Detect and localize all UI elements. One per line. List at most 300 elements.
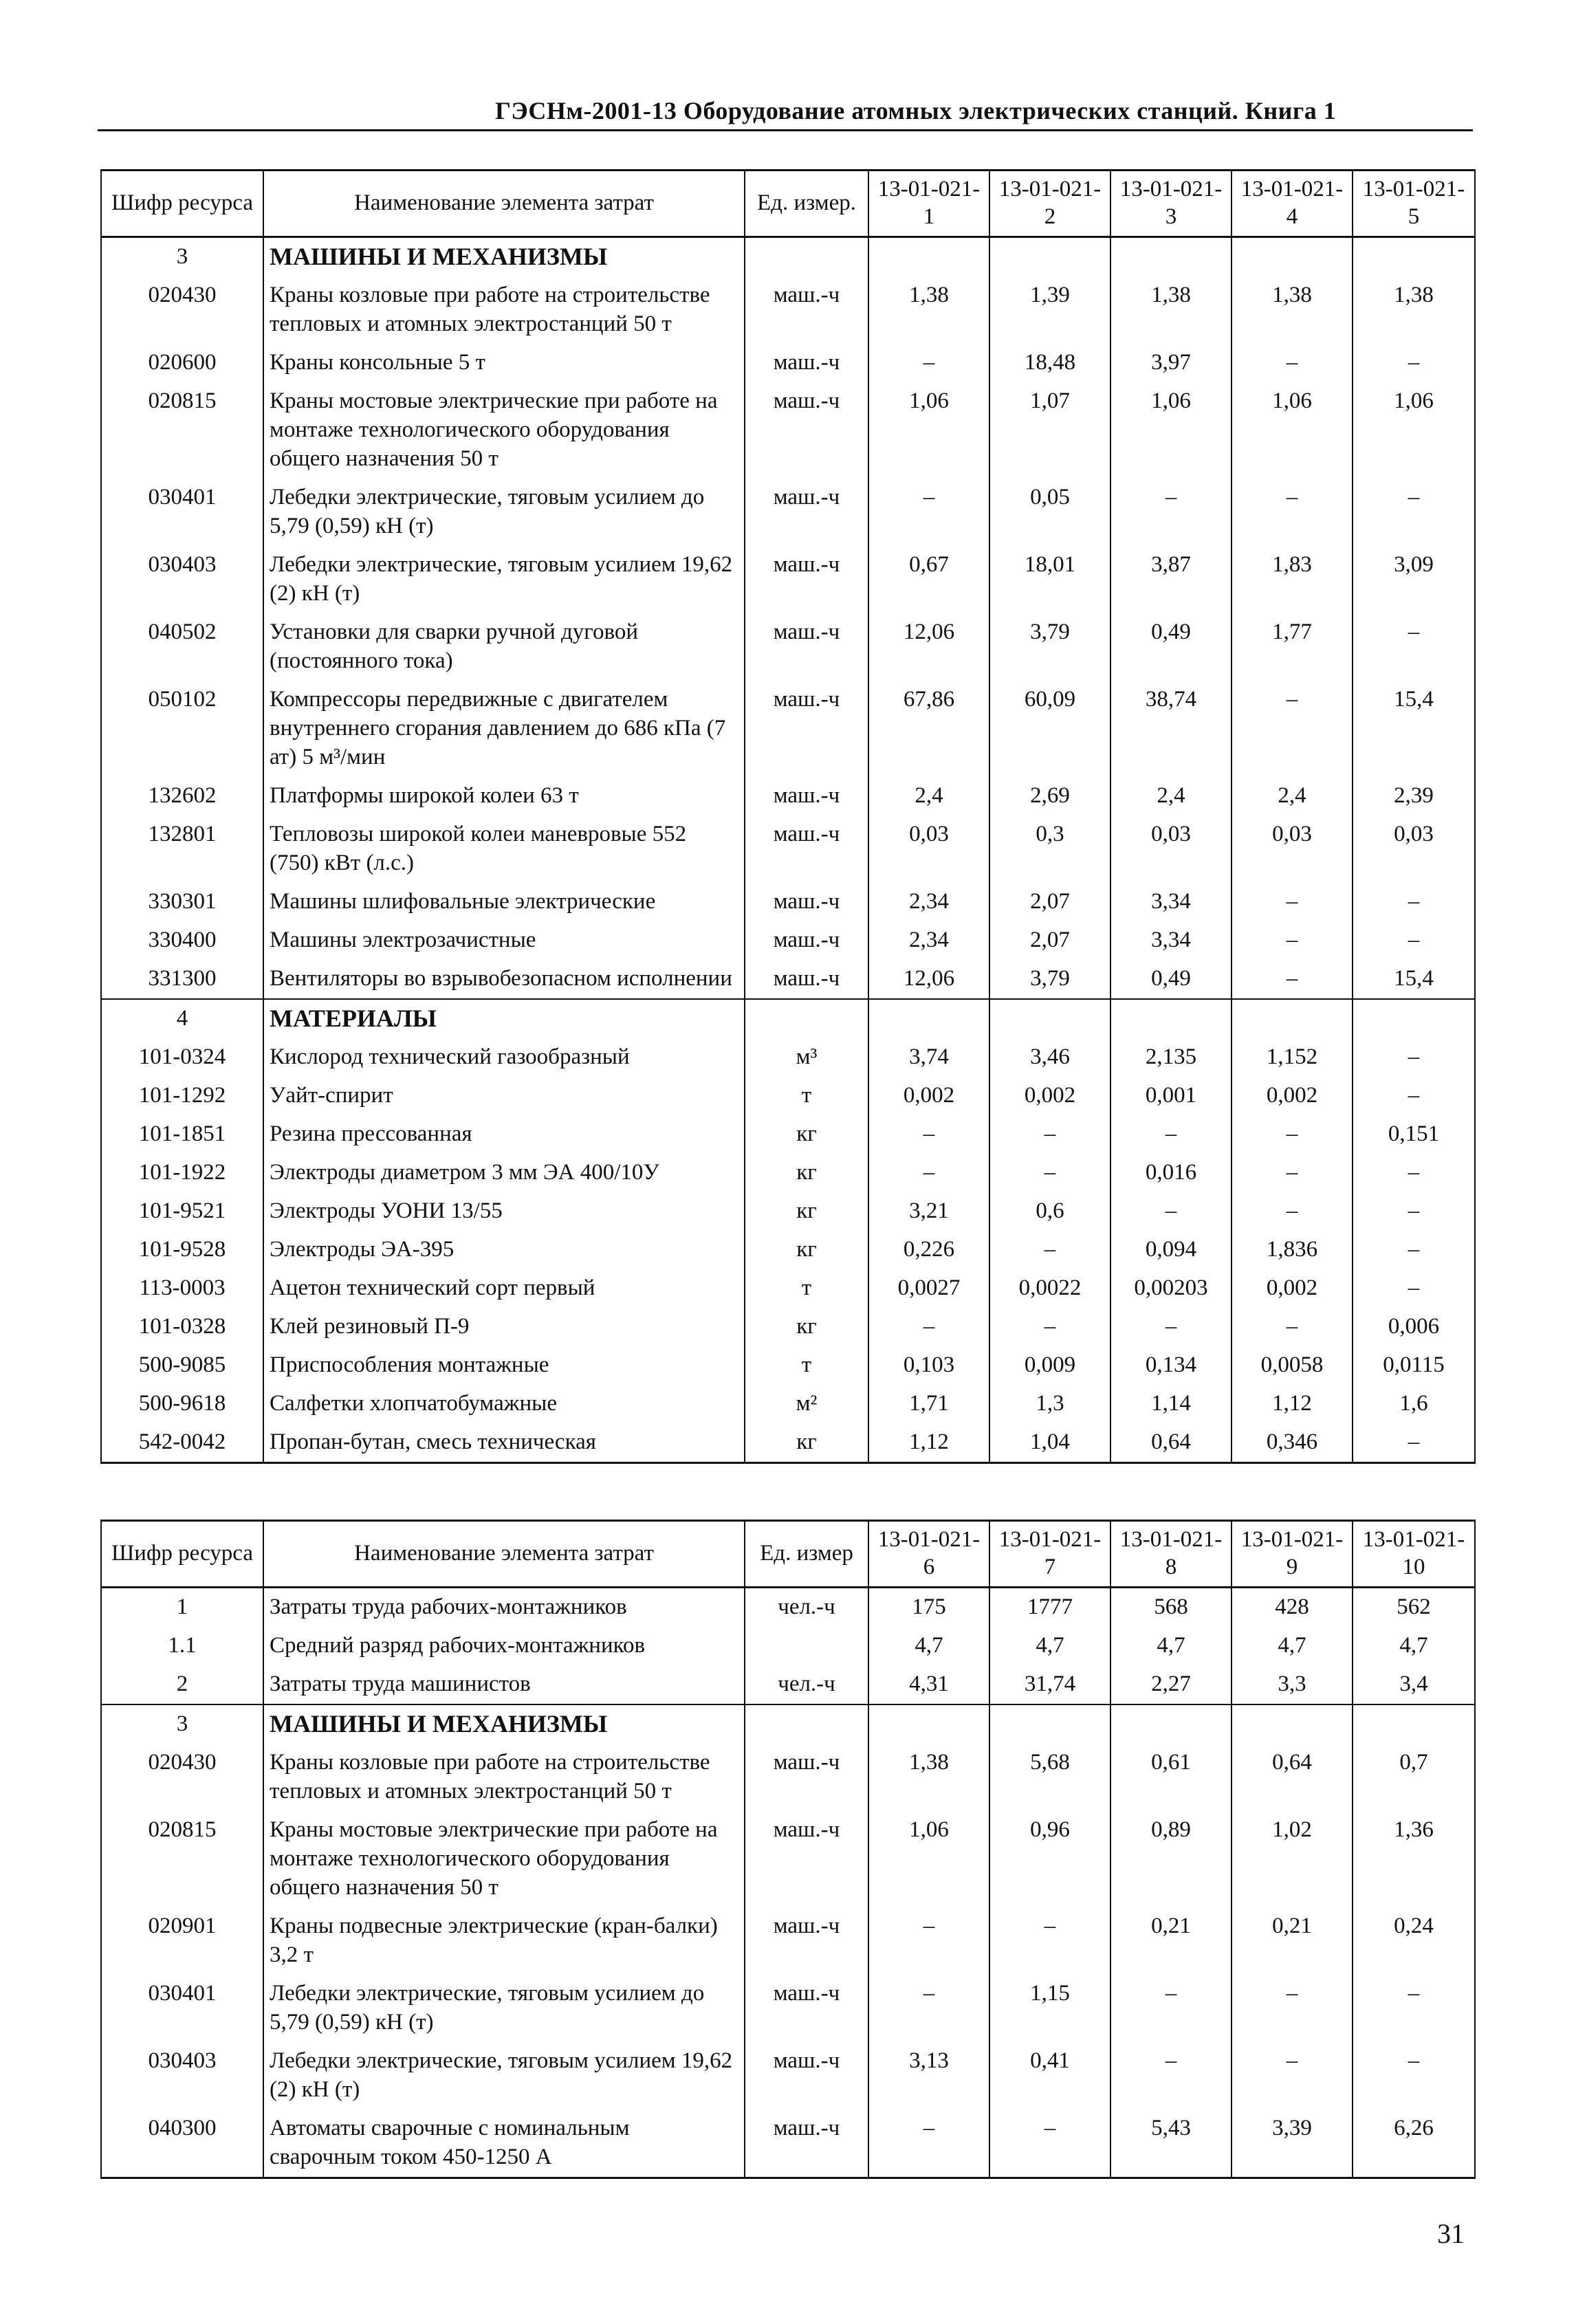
resource-code: 330400 (101, 921, 263, 960)
norm-value: 0,89 (1110, 1811, 1232, 1907)
norm-value: – (1353, 479, 1475, 546)
norm-value: 0,67 (868, 546, 989, 613)
resource-code: 030403 (101, 546, 263, 613)
norm-value: – (989, 1907, 1110, 1975)
norm-value: 1,71 (868, 1385, 989, 1423)
column-header-variant: 13-01-021-10 (1353, 1521, 1475, 1588)
norm-value: – (868, 1907, 989, 1975)
unit-of-measure: маш.-ч (745, 2109, 868, 2178)
norm-value: – (1110, 2042, 1232, 2109)
norm-value: 12,06 (868, 613, 989, 681)
empty-cell (1232, 237, 1353, 277)
norm-value: 3,34 (1110, 921, 1232, 960)
norm-value: 0,0022 (989, 1269, 1110, 1308)
norm-value: 18,48 (989, 344, 1110, 382)
column-header-unit: Ед. измер. (745, 171, 868, 237)
norm-value: 1,07 (989, 382, 1110, 479)
empty-cell (989, 999, 1110, 1038)
norm-value: 12,06 (868, 960, 989, 999)
column-header-code: Шифр ресурса (101, 171, 263, 237)
resource-code: 500-9618 (101, 1385, 263, 1423)
table-row (101, 344, 1475, 382)
unit-of-measure: маш.-ч (745, 960, 868, 999)
norm-value: – (1232, 479, 1353, 546)
norm-value: 0,64 (1110, 1423, 1232, 1463)
norm-value: – (868, 1154, 989, 1192)
norm-value: 1,06 (1353, 382, 1475, 479)
cost-element-name: Машины электрозачистные (263, 921, 745, 960)
norm-value: 0,03 (1110, 815, 1232, 883)
norm-value: 2,34 (868, 921, 989, 960)
norm-value: 3,46 (989, 1038, 1110, 1077)
norm-value: 3,74 (868, 1038, 989, 1077)
norm-value: 0,21 (1110, 1907, 1232, 1975)
table-header-row (101, 1521, 1475, 1588)
norm-value: 568 (1110, 1588, 1232, 1627)
table-row (101, 1627, 1475, 1665)
section-heading-row (101, 237, 1475, 277)
norm-value: – (989, 1308, 1110, 1346)
table-row (101, 1665, 1475, 1704)
norm-value: 1,02 (1232, 1811, 1353, 1907)
norm-value: 4,7 (868, 1627, 989, 1665)
column-header-name: Наименование элемента затрат (263, 1521, 745, 1588)
norm-value: 3,4 (1353, 1665, 1475, 1704)
table-row (101, 1269, 1475, 1308)
unit-of-measure: маш.-ч (745, 681, 868, 777)
resource-table-2 (100, 1520, 1476, 2179)
column-header-variant: 13-01-021-5 (1353, 171, 1475, 237)
norm-value: 0,346 (1232, 1423, 1353, 1463)
norm-value: – (868, 1308, 989, 1346)
empty-cell (1353, 1704, 1475, 1744)
resource-code: 030403 (101, 2042, 263, 2109)
norm-value: 0,016 (1110, 1154, 1232, 1192)
table-row (101, 883, 1475, 921)
norm-value: 3,39 (1232, 2109, 1353, 2178)
norm-value: – (989, 1231, 1110, 1269)
empty-cell (989, 237, 1110, 277)
norm-value: – (989, 1115, 1110, 1154)
norm-value: 1,38 (868, 1744, 989, 1811)
table-row (101, 1385, 1475, 1423)
table-row (101, 1038, 1475, 1077)
resource-code: 1.1 (101, 1627, 263, 1665)
norm-value: 0,0115 (1353, 1346, 1475, 1385)
section-heading-row (101, 999, 1475, 1038)
norm-value: 0,49 (1110, 960, 1232, 999)
norm-value: 0,006 (1353, 1308, 1475, 1346)
norm-value: 0,094 (1110, 1231, 1232, 1269)
table-row (101, 2109, 1475, 2178)
resource-code: 020600 (101, 344, 263, 382)
table-row (101, 1115, 1475, 1154)
column-header-name: Наименование элемента затрат (263, 171, 745, 237)
empty-cell (1353, 999, 1475, 1038)
unit-of-measure: маш.-ч (745, 1975, 868, 2042)
norm-value: 0,151 (1353, 1115, 1475, 1154)
cost-element-name: Затраты труда машинистов (263, 1665, 745, 1704)
unit-of-measure: маш.-ч (745, 382, 868, 479)
norm-value: 0,05 (989, 479, 1110, 546)
norm-value: 2,135 (1110, 1038, 1232, 1077)
norm-value: – (1110, 1975, 1232, 2042)
cost-element-name: Краны мостовые электрические при работе на монтаже технологического оборудования общего назначения 50 т (263, 1811, 745, 1907)
norm-value: 0,03 (868, 815, 989, 883)
norm-value: 4,7 (1232, 1627, 1353, 1665)
cost-element-name: Компрессоры передвижные с двигателем внутреннего сгорания давлением до 686 кПа (7 ат) 5 м³/мин (263, 681, 745, 777)
unit-of-measure: чел.-ч (745, 1588, 868, 1627)
table-row (101, 2042, 1475, 2109)
resource-code: 101-9521 (101, 1192, 263, 1231)
norm-value: 3,21 (868, 1192, 989, 1231)
norm-value: 1,6 (1353, 1385, 1475, 1423)
resource-code: 101-1292 (101, 1077, 263, 1115)
cost-element-name: Электроды диаметром 3 мм ЭА 400/10У (263, 1154, 745, 1192)
norm-value: – (1232, 1308, 1353, 1346)
cost-element-name: Средний разряд рабочих-монтажников (263, 1627, 745, 1665)
section-title: МАТЕРИАЛЫ (263, 999, 745, 1038)
unit-of-measure: кг (745, 1115, 868, 1154)
cost-element-name: Краны мостовые электрические при работе на монтаже технологического оборудования общего назначения 50 т (263, 382, 745, 479)
unit-of-measure: маш.-ч (745, 883, 868, 921)
unit-of-measure: кг (745, 1423, 868, 1463)
column-header-variant: 13-01-021-3 (1110, 171, 1232, 237)
resource-code: 050102 (101, 681, 263, 777)
norm-value: 0,61 (1110, 1744, 1232, 1811)
norm-value: 3,97 (1110, 344, 1232, 382)
unit-of-measure: маш.-ч (745, 276, 868, 344)
norm-value: 0,002 (868, 1077, 989, 1115)
table-row (101, 1154, 1475, 1192)
column-header-variant: 13-01-021-6 (868, 1521, 989, 1588)
table-row (101, 1423, 1475, 1463)
norm-value: 2,34 (868, 883, 989, 921)
norm-value: 3,79 (989, 960, 1110, 999)
norm-value: 0,3 (989, 815, 1110, 883)
norm-value: – (868, 344, 989, 382)
table-row (101, 546, 1475, 613)
unit-of-measure: т (745, 1269, 868, 1308)
norm-value: 3,3 (1232, 1665, 1353, 1704)
norm-value: 562 (1353, 1588, 1475, 1627)
section-heading-row (101, 1704, 1475, 1744)
norm-value: – (1353, 1269, 1475, 1308)
norm-value: 1,152 (1232, 1038, 1353, 1077)
resource-code: 040502 (101, 613, 263, 681)
empty-cell (1232, 999, 1353, 1038)
column-header-variant: 13-01-021-8 (1110, 1521, 1232, 1588)
resource-code: 331300 (101, 960, 263, 999)
norm-value: 1777 (989, 1588, 1110, 1627)
norm-value: – (1232, 921, 1353, 960)
table-row (101, 1907, 1475, 1975)
norm-value: – (1232, 2042, 1353, 2109)
norm-value: – (1232, 344, 1353, 382)
norm-value: 38,74 (1110, 681, 1232, 777)
resource-code: 101-9528 (101, 1231, 263, 1269)
norm-value: – (868, 479, 989, 546)
empty-cell (989, 1704, 1110, 1744)
norm-value: 2,27 (1110, 1665, 1232, 1704)
norm-value: 1,12 (1232, 1385, 1353, 1423)
cost-element-name: Приспособления монтажные (263, 1346, 745, 1385)
unit-of-measure: маш.-ч (745, 1907, 868, 1975)
unit-of-measure: чел.-ч (745, 1665, 868, 1704)
norm-value: 2,07 (989, 883, 1110, 921)
norm-value: 3,34 (1110, 883, 1232, 921)
empty-cell (1232, 1704, 1353, 1744)
empty-cell (745, 237, 868, 277)
norm-value: 0,7 (1353, 1744, 1475, 1811)
cost-element-name: Салфетки хлопчатобумажные (263, 1385, 745, 1423)
norm-value: 3,79 (989, 613, 1110, 681)
cost-element-name: Вентиляторы во взрывобезопасном исполнении (263, 960, 745, 999)
empty-cell (1110, 237, 1232, 277)
norm-value: 2,39 (1353, 777, 1475, 815)
resource-code: 030401 (101, 479, 263, 546)
norm-value: 0,0027 (868, 1269, 989, 1308)
resource-code: 2 (101, 1665, 263, 1704)
empty-cell (1110, 1704, 1232, 1744)
norm-value: – (989, 1154, 1110, 1192)
resource-code: 040300 (101, 2109, 263, 2178)
unit-of-measure: кг (745, 1308, 868, 1346)
resource-code: 020430 (101, 276, 263, 344)
cost-element-name: Краны козловые при работе на строительстве тепловых и атомных электростанций 50 т (263, 276, 745, 344)
norm-value: 0,03 (1353, 815, 1475, 883)
norm-value: 4,7 (989, 1627, 1110, 1665)
norm-value: – (1353, 921, 1475, 960)
norm-value: – (1353, 1038, 1475, 1077)
section-title: МАШИНЫ И МЕХАНИЗМЫ (263, 237, 745, 277)
norm-value: 0,21 (1232, 1907, 1353, 1975)
section-number: 3 (101, 1704, 263, 1744)
unit-of-measure: кг (745, 1154, 868, 1192)
unit-of-measure (745, 1627, 868, 1665)
resource-code: 101-1851 (101, 1115, 263, 1154)
cost-element-name: Лебедки электрические, тяговым усилием 19,62 (2) кН (т) (263, 546, 745, 613)
table-row (101, 1588, 1475, 1627)
norm-value: 4,31 (868, 1665, 989, 1704)
table-row (101, 479, 1475, 546)
norm-value: 2,4 (1110, 777, 1232, 815)
table-row (101, 777, 1475, 815)
norm-value: 2,69 (989, 777, 1110, 815)
norm-value: 31,74 (989, 1665, 1110, 1704)
norm-value: – (1353, 1975, 1475, 2042)
norm-value: 3,87 (1110, 546, 1232, 613)
norm-value: 0,009 (989, 1346, 1110, 1385)
table-row (101, 1308, 1475, 1346)
page-header-title: ГЭСНм-2001-13 Оборудование атомных электрических станций. Книга 1 (495, 97, 1337, 124)
resource-code: 020815 (101, 382, 263, 479)
column-header-variant: 13-01-021-1 (868, 171, 989, 237)
unit-of-measure: маш.-ч (745, 1811, 868, 1907)
norm-value: 1,77 (1232, 613, 1353, 681)
cost-element-name: Резина прессованная (263, 1115, 745, 1154)
norm-value: 0,49 (1110, 613, 1232, 681)
norm-value: – (1232, 1192, 1353, 1231)
norm-value: 1,12 (868, 1423, 989, 1463)
resource-code: 132602 (101, 777, 263, 815)
resource-code: 020815 (101, 1811, 263, 1907)
resource-code: 030401 (101, 1975, 263, 2042)
unit-of-measure: маш.-ч (745, 546, 868, 613)
norm-value: 5,68 (989, 1744, 1110, 1811)
norm-value: – (1110, 1115, 1232, 1154)
unit-of-measure: т (745, 1346, 868, 1385)
section-number: 3 (101, 237, 263, 277)
table-row (101, 681, 1475, 777)
norm-value: 1,14 (1110, 1385, 1232, 1423)
column-header-code: Шифр ресурса (101, 1521, 263, 1588)
unit-of-measure: маш.-ч (745, 479, 868, 546)
table-header-row (101, 171, 1475, 237)
norm-value: 1,836 (1232, 1231, 1353, 1269)
resource-code: 330301 (101, 883, 263, 921)
norm-value: 1,06 (1232, 382, 1353, 479)
norm-value: 2,4 (1232, 777, 1353, 815)
norm-value: – (1232, 960, 1353, 999)
table-row (101, 1811, 1475, 1907)
resource-code: 020430 (101, 1744, 263, 1811)
norm-value: 1,15 (989, 1975, 1110, 2042)
norm-value: – (1232, 1154, 1353, 1192)
unit-of-measure: маш.-ч (745, 921, 868, 960)
resource-code: 542-0042 (101, 1423, 263, 1463)
section-number: 4 (101, 999, 263, 1038)
unit-of-measure: маш.-ч (745, 613, 868, 681)
norm-value: – (1353, 344, 1475, 382)
norm-value: 0,64 (1232, 1744, 1353, 1811)
norm-value: 18,01 (989, 546, 1110, 613)
table-row (101, 1077, 1475, 1115)
column-header-variant: 13-01-021-4 (1232, 171, 1353, 237)
norm-value: 428 (1232, 1588, 1353, 1627)
norm-value: – (1232, 1115, 1353, 1154)
norm-value: 2,4 (868, 777, 989, 815)
norm-value: 0,03 (1232, 815, 1353, 883)
cost-element-name: Ацетон технический сорт первый (263, 1269, 745, 1308)
unit-of-measure: маш.-ч (745, 1744, 868, 1811)
cost-element-name: Уайт-спирит (263, 1077, 745, 1115)
unit-of-measure: кг (745, 1192, 868, 1231)
column-header-variant: 13-01-021-7 (989, 1521, 1110, 1588)
norm-value: – (868, 1115, 989, 1154)
norm-value: 3,09 (1353, 546, 1475, 613)
norm-value: 1,06 (868, 382, 989, 479)
norm-value: 3,13 (868, 2042, 989, 2109)
norm-value: 0,002 (1232, 1269, 1353, 1308)
table-row (101, 960, 1475, 999)
cost-element-name: Установки для сварки ручной дуговой (постоянного тока) (263, 613, 745, 681)
norm-value: – (1353, 1423, 1475, 1463)
column-header-variant: 13-01-021-2 (989, 171, 1110, 237)
resource-code: 101-1922 (101, 1154, 263, 1192)
cost-element-name: Клей резиновый П-9 (263, 1308, 745, 1346)
norm-value: 0,00203 (1110, 1269, 1232, 1308)
norm-value: – (1353, 883, 1475, 921)
norm-value: 0,002 (1232, 1077, 1353, 1115)
norm-value: 2,07 (989, 921, 1110, 960)
norm-value: 1,06 (1110, 382, 1232, 479)
resource-code: 020901 (101, 1907, 263, 1975)
unit-of-measure: маш.-ч (745, 2042, 868, 2109)
cost-element-name: Лебедки электрические, тяговым усилием до 5,79 (0,59) кН (т) (263, 1975, 745, 2042)
empty-cell (868, 999, 989, 1038)
norm-value: 1,36 (1353, 1811, 1475, 1907)
empty-cell (868, 237, 989, 277)
column-header-unit: Ед. измер (745, 1521, 868, 1588)
norm-value: 1,06 (868, 1811, 989, 1907)
norm-value: – (1353, 613, 1475, 681)
empty-cell (868, 1704, 989, 1744)
cost-element-name: Электроды ЭА-395 (263, 1231, 745, 1269)
resource-code: 101-0328 (101, 1308, 263, 1346)
resource-table-1 (100, 169, 1476, 1464)
norm-value: – (1353, 1231, 1475, 1269)
norm-value: – (1353, 2042, 1475, 2109)
norm-value: 1,38 (868, 276, 989, 344)
norm-value: 0,96 (989, 1811, 1110, 1907)
table-row (101, 1192, 1475, 1231)
table-row (101, 1744, 1475, 1811)
norm-value: 4,7 (1110, 1627, 1232, 1665)
norm-value: – (1110, 479, 1232, 546)
norm-value: 67,86 (868, 681, 989, 777)
cost-element-name: Автоматы сварочные с номинальным сварочным током 450-1250 А (263, 2109, 745, 2178)
norm-value: 0,0058 (1232, 1346, 1353, 1385)
empty-cell (1110, 999, 1232, 1038)
norm-value: 15,4 (1353, 960, 1475, 999)
cost-element-name: Лебедки электрические, тяговым усилием 19,62 (2) кН (т) (263, 2042, 745, 2109)
norm-value: 6,26 (1353, 2109, 1475, 2178)
table-row (101, 382, 1475, 479)
unit-of-measure: м³ (745, 1038, 868, 1077)
cost-element-name: Лебедки электрические, тяговым усилием до 5,79 (0,59) кН (т) (263, 479, 745, 546)
resource-code: 113-0003 (101, 1269, 263, 1308)
norm-value: 1,83 (1232, 546, 1353, 613)
cost-element-name: Электроды УОНИ 13/55 (263, 1192, 745, 1231)
resource-code: 101-0324 (101, 1038, 263, 1077)
norm-value: 4,7 (1353, 1627, 1475, 1665)
norm-value: 0,24 (1353, 1907, 1475, 1975)
unit-of-measure: маш.-ч (745, 777, 868, 815)
cost-element-name: Машины шлифовальные электрические (263, 883, 745, 921)
table-row (101, 815, 1475, 883)
norm-value: – (1110, 1192, 1232, 1231)
table-row (101, 1346, 1475, 1385)
norm-value: 0,103 (868, 1346, 989, 1385)
norm-value: 1,38 (1110, 276, 1232, 344)
norm-value: 0,41 (989, 2042, 1110, 2109)
unit-of-measure: м² (745, 1385, 868, 1423)
norm-value: – (1232, 883, 1353, 921)
norm-value: 1,39 (989, 276, 1110, 344)
norm-value: – (989, 2109, 1110, 2178)
norm-value: – (1353, 1077, 1475, 1115)
empty-cell (1353, 237, 1475, 277)
cost-element-name: Платформы широкой колеи 63 т (263, 777, 745, 815)
norm-value: 0,226 (868, 1231, 989, 1269)
norm-value: 1,38 (1232, 276, 1353, 344)
table-row (101, 921, 1475, 960)
resource-code: 132801 (101, 815, 263, 883)
norm-value: 1,38 (1353, 276, 1475, 344)
table-row (101, 613, 1475, 681)
cost-element-name: Краны козловые при работе на строительстве тепловых и атомных электростанций 50 т (263, 1744, 745, 1811)
